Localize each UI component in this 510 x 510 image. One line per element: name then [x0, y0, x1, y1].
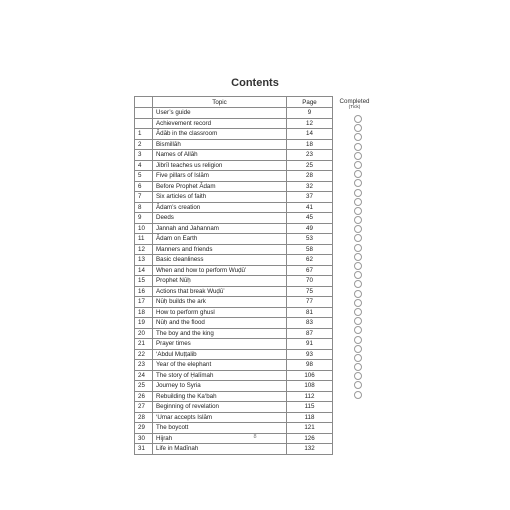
- cell-num: 5: [135, 171, 153, 182]
- cell-page: 58: [287, 244, 333, 255]
- cell-page: 112: [287, 391, 333, 402]
- cell-topic: Ādam on Earth: [153, 234, 287, 245]
- tick-circle[interactable]: [354, 336, 362, 344]
- table-row: [135, 328, 333, 339]
- cell-num: 7: [135, 192, 153, 203]
- tick-circle[interactable]: [354, 317, 362, 325]
- cell-page: 28: [287, 171, 333, 182]
- cell-num: 17: [135, 297, 153, 308]
- tick-circle[interactable]: [354, 133, 362, 141]
- tick-circle[interactable]: [354, 326, 362, 334]
- cell-num: 12: [135, 244, 153, 255]
- cell-num: 19: [135, 318, 153, 329]
- header-num: [135, 97, 153, 108]
- cell-page: 98: [287, 360, 333, 371]
- cell-num: 26: [135, 391, 153, 402]
- cell-page: 83: [287, 318, 333, 329]
- tick-circle[interactable]: [354, 161, 362, 169]
- tick-circle[interactable]: [354, 262, 362, 270]
- table-row: [135, 118, 333, 129]
- cell-num: [135, 118, 153, 129]
- cell-topic: Jannah and Jahannam: [153, 223, 287, 234]
- cell-num: [135, 108, 153, 119]
- contents-table: [134, 96, 333, 455]
- cell-num: 20: [135, 328, 153, 339]
- cell-num: 13: [135, 255, 153, 266]
- cell-page: 32: [287, 181, 333, 192]
- table-row: [135, 202, 333, 213]
- tick-circle[interactable]: [354, 299, 362, 307]
- completed-sub-label: (Tick): [348, 105, 361, 110]
- cell-num: 16: [135, 286, 153, 297]
- cell-page: 9: [287, 108, 333, 119]
- table-row: [135, 129, 333, 140]
- table-row: [135, 276, 333, 287]
- table-header-row: [135, 97, 333, 108]
- tick-circle[interactable]: [354, 115, 362, 123]
- cell-num: 11: [135, 234, 153, 245]
- cell-page: 45: [287, 213, 333, 224]
- cell-topic: Achievement record: [153, 118, 287, 129]
- cell-page: 132: [287, 444, 333, 455]
- tick-circle[interactable]: [354, 271, 362, 279]
- table-row: [135, 171, 333, 182]
- cell-page: 37: [287, 192, 333, 203]
- cell-topic: The boycott: [153, 423, 287, 434]
- table-row: [135, 223, 333, 234]
- cell-topic: How to perform ghusl: [153, 307, 287, 318]
- cell-topic: Journey to Syria: [153, 381, 287, 392]
- tick-circle[interactable]: [354, 308, 362, 316]
- cell-topic: Deeds: [153, 213, 287, 224]
- tick-circle[interactable]: [354, 280, 362, 288]
- tick-circle[interactable]: [354, 198, 362, 206]
- cell-topic: Ādam’s creation: [153, 202, 287, 213]
- cell-num: 27: [135, 402, 153, 413]
- table-row: [135, 391, 333, 402]
- cell-topic: Nūḥ and the flood: [153, 318, 287, 329]
- cell-page: 62: [287, 255, 333, 266]
- cell-page: 70: [287, 276, 333, 287]
- table-row: [135, 360, 333, 371]
- tick-column: [354, 115, 366, 400]
- tick-circle[interactable]: [354, 234, 362, 242]
- cell-topic: Nūḥ builds the ark: [153, 297, 287, 308]
- cell-page: 115: [287, 402, 333, 413]
- cell-topic: Bismillāh: [153, 139, 287, 150]
- cell-page: 126: [287, 433, 333, 444]
- cell-num: 14: [135, 265, 153, 276]
- cell-topic: Life in Madīnah: [153, 444, 287, 455]
- cell-page: 106: [287, 370, 333, 381]
- cell-page: 75: [287, 286, 333, 297]
- cell-num: 8: [135, 202, 153, 213]
- table-body: [135, 108, 333, 455]
- cell-topic: Before Prophet Ādam: [153, 181, 287, 192]
- tick-circle[interactable]: [354, 290, 362, 298]
- table-row: [135, 339, 333, 350]
- cell-page: 53: [287, 234, 333, 245]
- table-row: [135, 381, 333, 392]
- cell-num: 10: [135, 223, 153, 234]
- tick-circle[interactable]: [354, 179, 362, 187]
- cell-page: 87: [287, 328, 333, 339]
- table-row: [135, 139, 333, 150]
- cell-page: 25: [287, 160, 333, 171]
- cell-page: 41: [287, 202, 333, 213]
- header-topic: Topic: [153, 97, 287, 108]
- table-row: [135, 265, 333, 276]
- cell-page: 91: [287, 339, 333, 350]
- cell-num: 28: [135, 412, 153, 423]
- table-row: [135, 192, 333, 203]
- table-row: [135, 181, 333, 192]
- cell-topic: ‘Umar accepts Islām: [153, 412, 287, 423]
- cell-topic: Actions that break Wuḍū’: [153, 286, 287, 297]
- cell-topic: Beginning of revelation: [153, 402, 287, 413]
- cell-topic: ‘Abdul Muṭṭalib: [153, 349, 287, 360]
- table-row: [135, 244, 333, 255]
- table-row: [135, 213, 333, 224]
- cell-num: 9: [135, 213, 153, 224]
- cell-page: 12: [287, 118, 333, 129]
- tick-circle[interactable]: [354, 143, 362, 151]
- completed-label: Completed: [339, 98, 370, 105]
- table-row: [135, 370, 333, 381]
- cell-page: 49: [287, 223, 333, 234]
- cell-num: 4: [135, 160, 153, 171]
- cell-num: 23: [135, 360, 153, 371]
- cell-topic: The story of Ḥalīmah: [153, 370, 287, 381]
- cell-topic: User’s guide: [153, 108, 287, 119]
- table-row: [135, 402, 333, 413]
- cell-num: 31: [135, 444, 153, 455]
- cell-num: 25: [135, 381, 153, 392]
- table-row: [135, 412, 333, 423]
- tick-circle[interactable]: [354, 124, 362, 132]
- cell-topic: Year of the elephant: [153, 360, 287, 371]
- cell-topic: Ādāb in the classroom: [153, 129, 287, 140]
- cell-num: 6: [135, 181, 153, 192]
- cell-num: 2: [135, 139, 153, 150]
- tick-circle[interactable]: [354, 345, 362, 353]
- cell-num: 22: [135, 349, 153, 360]
- table-row: [135, 444, 333, 455]
- table-row: [135, 349, 333, 360]
- cell-page: 77: [287, 297, 333, 308]
- cell-page: 118: [287, 412, 333, 423]
- cell-num: 3: [135, 150, 153, 161]
- cell-topic: Basic cleanliness: [153, 255, 287, 266]
- cell-topic: Prayer times: [153, 339, 287, 350]
- table-row: [135, 234, 333, 245]
- tick-circle[interactable]: [354, 253, 362, 261]
- cell-topic: Hijrah: [153, 433, 287, 444]
- table-row: [135, 423, 333, 434]
- cell-topic: Six articles of faith: [153, 192, 287, 203]
- cell-num: 29: [135, 423, 153, 434]
- completed-header: [332, 98, 377, 110]
- cell-page: 67: [287, 265, 333, 276]
- cell-num: 21: [135, 339, 153, 350]
- header-page: Page: [287, 97, 333, 108]
- tick-circle[interactable]: [354, 354, 362, 362]
- tick-circle[interactable]: [354, 391, 362, 399]
- cell-num: 18: [135, 307, 153, 318]
- cell-page: 81: [287, 307, 333, 318]
- table-row: [135, 297, 333, 308]
- tick-circle[interactable]: [354, 372, 362, 380]
- cell-page: 18: [287, 139, 333, 150]
- cell-topic: The boy and the king: [153, 328, 287, 339]
- cell-page: 93: [287, 349, 333, 360]
- cell-page: 23: [287, 150, 333, 161]
- tick-circle[interactable]: [354, 363, 362, 371]
- cell-num: 1: [135, 129, 153, 140]
- table-row: [135, 307, 333, 318]
- cell-topic: Manners and friends: [153, 244, 287, 255]
- tick-circle[interactable]: [354, 152, 362, 160]
- table-row: [135, 286, 333, 297]
- tick-circle[interactable]: [354, 381, 362, 389]
- tick-circle[interactable]: [354, 244, 362, 252]
- page-number: 8: [253, 434, 257, 440]
- cell-num: 30: [135, 433, 153, 444]
- cell-topic: Jibrīl teaches us religion: [153, 160, 287, 171]
- table-row: [135, 150, 333, 161]
- table-row: [135, 160, 333, 171]
- cell-page: 108: [287, 381, 333, 392]
- cell-topic: Five pillars of Islām: [153, 171, 287, 182]
- table-row: [135, 255, 333, 266]
- tick-circle[interactable]: [354, 207, 362, 215]
- cell-topic: Names of Allāh: [153, 150, 287, 161]
- page-title: Contents: [231, 77, 279, 89]
- cell-topic: When and how to perform Wuḍū’: [153, 265, 287, 276]
- tick-circle[interactable]: [354, 216, 362, 224]
- cell-num: 15: [135, 276, 153, 287]
- tick-circle[interactable]: [354, 170, 362, 178]
- cell-page: 121: [287, 423, 333, 434]
- cell-num: 24: [135, 370, 153, 381]
- table-row: [135, 318, 333, 329]
- cell-page: 14: [287, 129, 333, 140]
- tick-circle[interactable]: [354, 225, 362, 233]
- tick-circle[interactable]: [354, 189, 362, 197]
- table-row: [135, 108, 333, 119]
- cell-topic: Rebuilding the Ka‘bah: [153, 391, 287, 402]
- cell-topic: Prophet Nūḥ: [153, 276, 287, 287]
